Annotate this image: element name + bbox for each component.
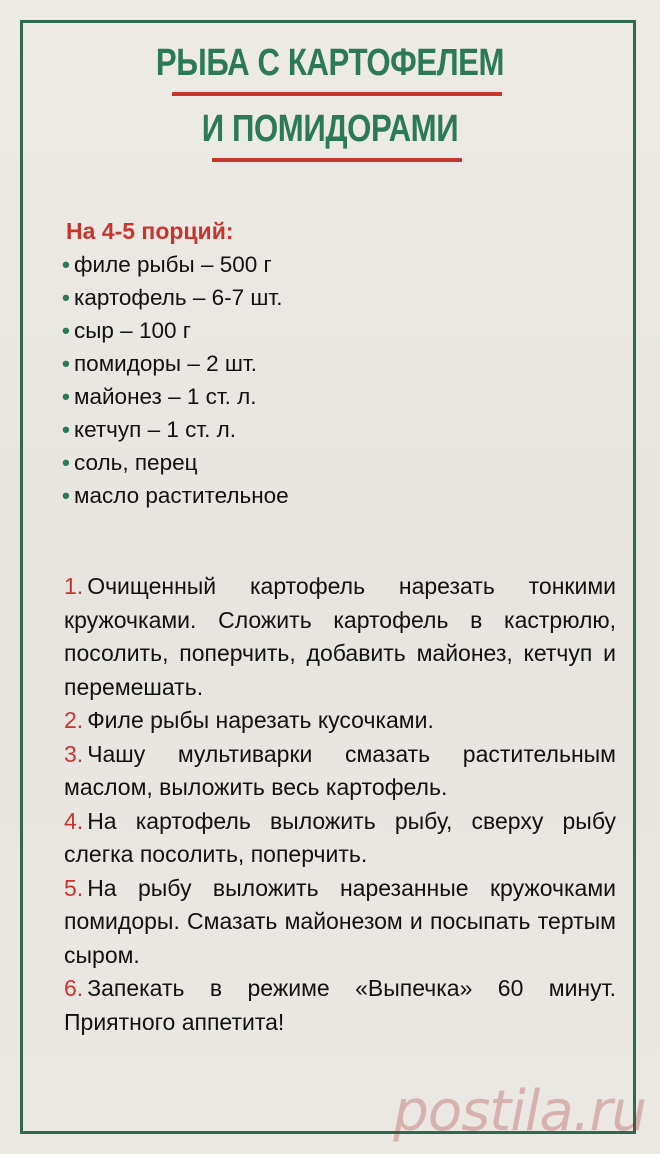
bullet-icon: • <box>62 318 70 343</box>
step-number: 1. <box>64 573 84 599</box>
step-text: На картофель выложить рыбу, сверху рыбу слегка посолить, поперчить. <box>64 807 616 867</box>
step-text: Очищенный картофель нарезать тонкими кружочками. Сложить картофель в кастрюлю, посолить, поперчить, добавить майонез, кетчуп и перемешать. <box>64 573 616 700</box>
steps-block <box>64 570 616 1039</box>
step-number: 5. <box>64 874 84 901</box>
bullet-icon: • <box>62 285 70 310</box>
step-item <box>64 704 616 738</box>
bullet-icon: • <box>62 450 70 475</box>
recipe-title-line2: И ПОМИДОРАМИ <box>201 108 459 150</box>
watermark-logo: postila.ru <box>393 1079 646 1144</box>
step-text: Чашу мультиварки смазать растительным маслом, выложить весь картофель. <box>64 740 616 800</box>
bullet-icon: • <box>62 384 70 409</box>
ingredient-item: • кетчуп – 1 ст. л. <box>62 413 622 446</box>
step-text: На рыбу выложить нарезанные кружочками помидоры. Смазать майонезом и посыпать тертым сыром. <box>64 874 616 968</box>
step-item <box>64 805 616 872</box>
ingredient-item: • майонез – 1 ст. л. <box>62 380 622 413</box>
step-number: 3. <box>64 740 84 767</box>
step-item <box>64 872 616 973</box>
recipe-title-line1: РЫБА С КАРТОФЕЛЕМ <box>155 42 505 84</box>
servings-label: На 4-5 порций: <box>66 218 234 244</box>
step-item <box>64 570 616 704</box>
ingredient-item: • сыр – 100 г <box>62 314 622 347</box>
title-underline-1 <box>172 92 502 96</box>
ingredient-item: • помидоры – 2 шт. <box>62 347 622 380</box>
ingredients-list <box>62 248 622 512</box>
title-underline-2 <box>212 158 462 162</box>
step-number: 4. <box>64 807 84 834</box>
step-item <box>64 738 616 805</box>
bullet-icon: • <box>62 417 70 442</box>
bullet-icon: • <box>62 252 70 277</box>
step-item <box>64 972 616 1039</box>
step-number: 6. <box>64 975 84 1001</box>
step-text: Запекать в режиме «Выпечка» 60 минут. Приятного аппетита! <box>64 975 616 1035</box>
ingredient-item: • соль, перец <box>62 446 622 479</box>
ingredient-item: • масло растительное <box>62 479 622 512</box>
step-number: 2. <box>64 707 84 733</box>
ingredient-item: • картофель – 6-7 шт. <box>62 281 622 314</box>
step-text: Филе рыбы нарезать кусочками. <box>87 707 434 733</box>
bullet-icon: • <box>62 483 70 508</box>
ingredient-item: • филе рыбы – 500 г <box>62 248 622 281</box>
bullet-icon: • <box>62 351 70 376</box>
ingredients-block <box>62 215 622 512</box>
